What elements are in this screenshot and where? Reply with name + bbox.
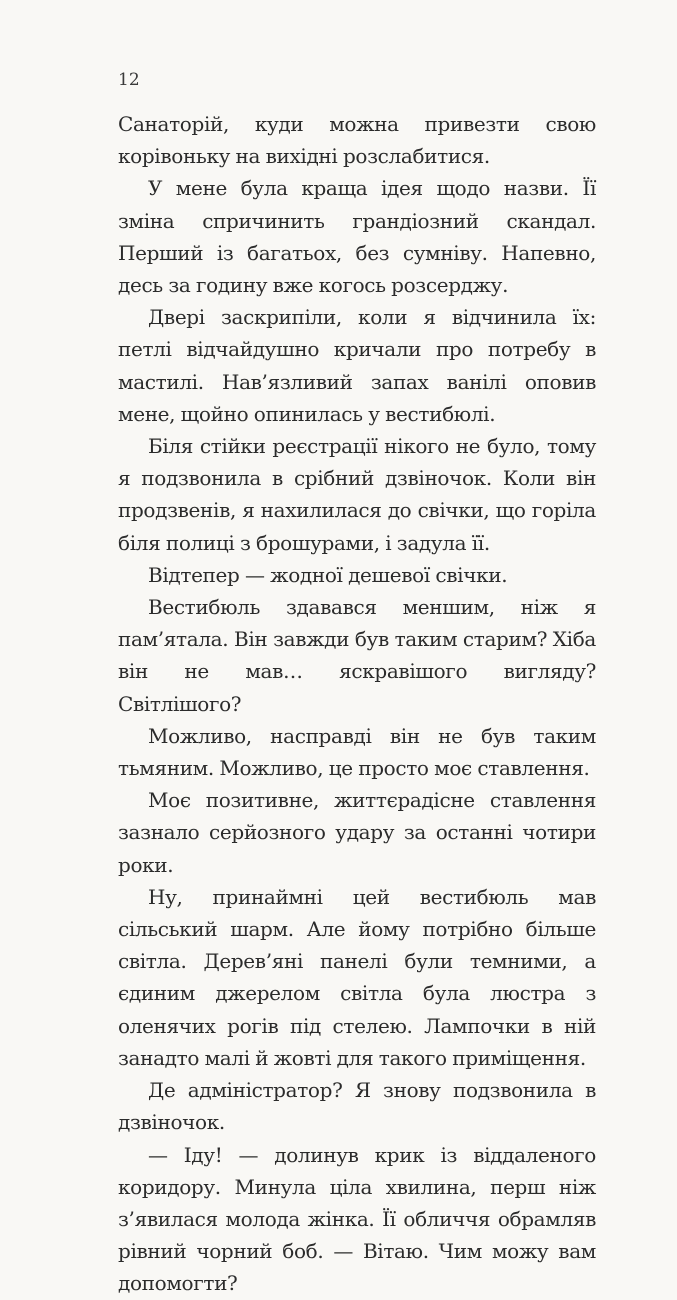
paragraph: Відтепер — жодної дешевої свічки. — [148, 562, 508, 587]
paragraph: Ну, принаймні цей вестибюль мав сільський шарм. Але йому потрібно більше світла. Дерев’яні панелі були темними, а єдиним джерелом світла була люстра з оленячих рогів під стелею. Лампочки в ній занадто малі й жовті для такого приміщення. — [118, 884, 596, 1070]
page-text — [118, 108, 596, 1300]
page-number: 12 — [118, 70, 140, 90]
paragraph: Моє позитивне, життєрадісне ставлення зазнало серйозного удару за останні чотири роки. — [118, 788, 596, 877]
paragraph: Двері заскрипіли, коли я відчинила їх: петлі відчайдушно кричали про потребу в мастилі. Нав’язливий запах ванілі оповив мене, щойно опинилась у вестибюлі. — [118, 305, 596, 426]
paragraph: Вестибюль здавався меншим, ніж я пам’ятала. Він завжди був таким старим? Хіба він не мав… яскравішого вигляду? Світлішого? — [118, 595, 596, 716]
paragraph: Де адміністратор? Я знову подзвонила в дзвіночок. — [118, 1078, 596, 1135]
paragraph: — Іду! — долинув крик із віддаленого коридору. Минула ціла хвилина, перш ніж з’явилася молода жінка. Її обличчя обрамляв рівний чорний боб. — Вітаю. Чим можу вам допомогти? — [118, 1142, 596, 1296]
paragraph: Санаторій, куди можна привезти свою корівоньку на вихідні розслабитися. — [118, 112, 596, 169]
paragraph: Можливо, насправді він не був таким тьмяним. Можливо, це просто моє ставлення. — [118, 723, 596, 781]
paragraph: Біля стійки реєстрації нікого не було, тому я подзвонила в срібний дзвіночок. Коли він продзвенів, я нахилилася до свічки, що горіла біля полиці з брошурами, і задула її. — [118, 434, 596, 555]
paragraph: У мене була краща ідея щодо назви. Її зміна спричинить грандіозний скандал. Перший із багатьох, без сумніву. Напевно, десь за годину вже когось розсерджу. — [118, 176, 596, 298]
